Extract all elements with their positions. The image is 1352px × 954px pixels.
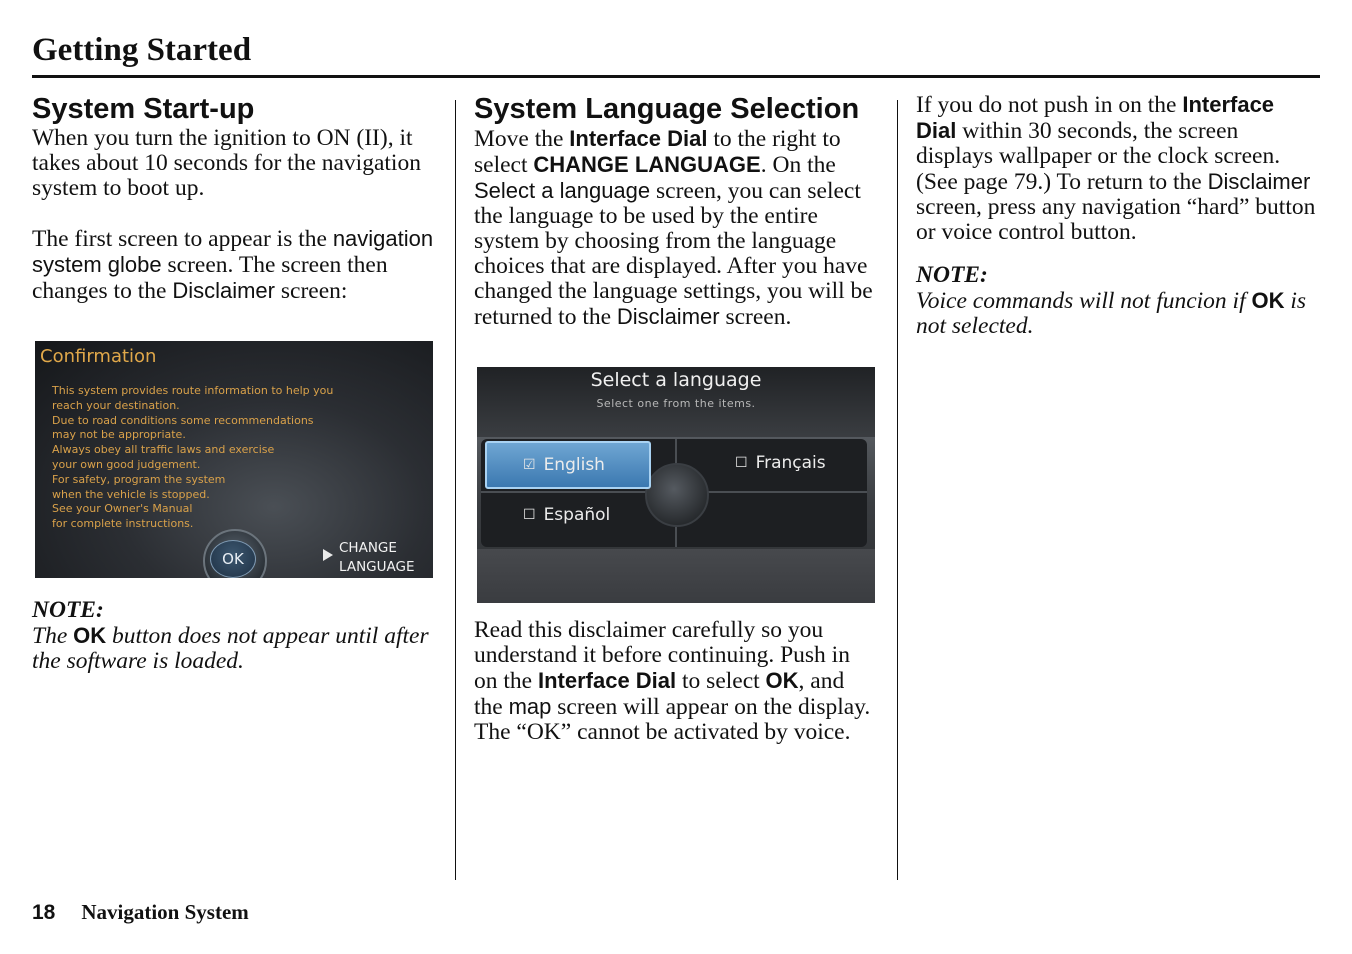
change-language-label: CHANGE LANGUAGE [339, 540, 415, 575]
paragraph-block [474, 618, 876, 745]
column-system-startup [32, 92, 434, 304]
page-footer [32, 900, 249, 925]
ui-term: CHANGE LANGUAGE [533, 152, 761, 177]
ui-term: Interface Dial [569, 126, 708, 151]
paragraph: Move the Interface Dial to the right to select CHANGE LANGUAGE. On the Select a language screen, you can select the language to be used by the entire system by choosing from the language choices that are displayed. After you have changed the language settings, you will be returned to the Disclaimer screen. [474, 126, 873, 330]
column-language-selection [474, 92, 876, 330]
screen-footer-bar [477, 549, 875, 603]
note-text: Voice commands will not funcion if OK is not selected. [916, 288, 1307, 339]
screen-body-text: This system provides route information to help you reach your destination. Due to road conditions some recommendations may not be appropriate. Always obey all traffic laws and exercise your own good judgement. For safety, program the system when the vehicle is stopped. See your Owner's Manual for complete instructions. [52, 384, 334, 531]
note-block [32, 598, 434, 674]
paragraph: Read this disclaimer carefully so you understand it before continuing. Push in on the Interface Dial to select OK, and the map screen will appear on the display. The “OK” cannot be activated by voice. [474, 617, 871, 745]
column-disclaimer-timeout [916, 92, 1320, 339]
ui-term: navigation system globe [32, 226, 434, 277]
language-option-english: ☑ English [485, 441, 651, 489]
section-heading: System Language Selection [474, 93, 860, 125]
confirmation-screen-image [35, 341, 433, 578]
ui-term: OK [73, 623, 107, 648]
ui-term: Disclaimer [616, 304, 720, 329]
interface-dial-icon [645, 463, 709, 527]
ui-term: Disclaimer [172, 278, 275, 303]
page-number: 18 [32, 901, 56, 924]
column-divider [897, 100, 898, 880]
select-language-screen-image [477, 367, 875, 603]
checkbox-checked-icon: ☑ [523, 457, 536, 473]
checkbox-icon: ☐ [523, 507, 536, 523]
footer-section-title: Navigation System [81, 900, 249, 924]
screen-title: Confirmation [40, 346, 157, 367]
paragraph: When you turn the ignition to ON (II), it takes about 10 seconds for the navigation system to boot up. [32, 125, 421, 201]
arrow-right-icon [323, 549, 333, 561]
column-divider [455, 100, 456, 880]
ui-term: OK [765, 668, 799, 693]
ok-button: OK [210, 540, 256, 578]
checkbox-icon: ☐ [735, 455, 748, 471]
ui-term: Disclaimer [1207, 169, 1311, 194]
ui-term: Interface Dial [916, 92, 1275, 143]
note-label: NOTE: [916, 262, 988, 288]
ui-term: map [508, 694, 552, 719]
ui-term: Interface Dial [537, 668, 677, 693]
language-option-french: ☐ Français [735, 453, 826, 473]
screen-title: Select a language [590, 369, 762, 391]
note-label: NOTE: [32, 597, 104, 623]
note-text: The OK button does not appear until after the software is loaded. [32, 623, 429, 674]
section-heading: System Start-up [32, 93, 255, 125]
ui-term: OK [1251, 288, 1285, 313]
ui-term: Select a language [474, 178, 651, 203]
title-rule [32, 75, 1320, 78]
page-title: Getting Started [32, 32, 252, 68]
paragraph: The first screen to appear is the navigation system globe screen. The screen then changes to the Disclaimer screen: [32, 226, 434, 304]
language-option-spanish: ☐ Español [523, 505, 611, 525]
paragraph: If you do not push in on the Interface Dial within 30 seconds, the screen displays wallpaper or the clock screen. (See page 79.) To return to the Disclaimer screen, press any navigation “hard” button or voice control button. [916, 92, 1316, 245]
screen-subtitle: Select one from the items. [596, 397, 756, 410]
